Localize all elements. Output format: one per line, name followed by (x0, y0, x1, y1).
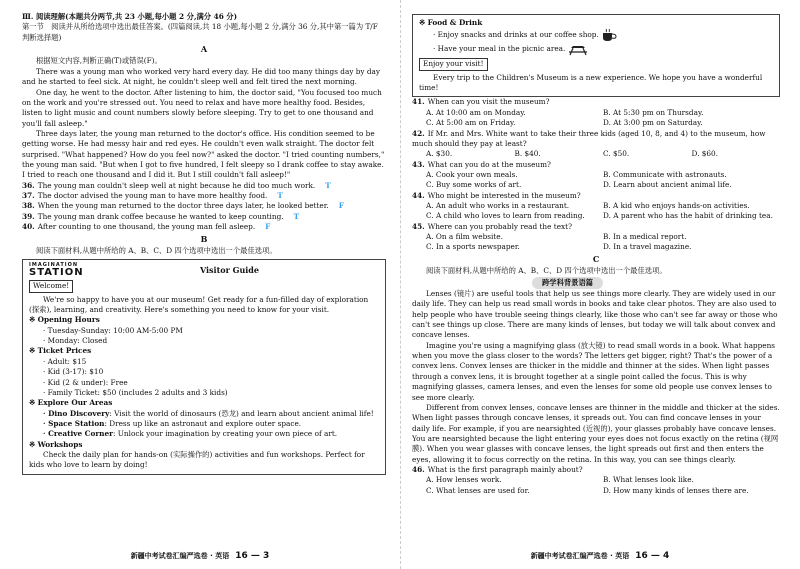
passage-c-instruction: 阅读下面材料,从题中所给的 A、B、C、D 四个选项中选出一个最佳选项。 (426, 266, 667, 276)
page-number: 16 — 3 (235, 551, 270, 562)
tf-question: 37. The doctor advised the young man to have more healthy food. T (22, 191, 283, 201)
option: B. Communicate with astronauts. (603, 169, 727, 179)
passage-a-paragraph: There was a young man who worked very hard every day. He did too many things day by day and he started to feel sick. At night, he couldn't sleep well and felt tired the next morning. (22, 66, 381, 87)
option: A. How lenses work. (426, 475, 502, 485)
closing-text: Every trip to the Children's Museum is a new experience. We hope you have a wonderful time! (419, 72, 763, 93)
question-42: 42. If Mr. and Mrs. White want to take their three kids (aged 10, 8, and 4) to the museum, how much should they pay at least? A. $30. B. $40. C. $50. D. $60. (412, 129, 780, 160)
tf-answer: T (293, 211, 300, 221)
page-number: 16 — 4 (635, 551, 670, 562)
question-41: 41. When can you visit the museum? A. At 10:00 am on Monday. B. At 5:30 pm on Thursday. C. At 5:00 am on Friday. D. At 3:00 pm on Saturday. (412, 97, 780, 128)
passage-c-label: C (592, 253, 600, 264)
museum-logo: IMAGINATION STATION (29, 262, 84, 279)
passage-a-instruction: 根据短文内容,判断正确(T)或错误(F)。 (36, 56, 162, 66)
question-43: 43. What can you do at the museum? A. Cook your own meals. B. Communicate with astronauts. C. Buy some works of art. D. Learn about ancient animal life. (412, 160, 780, 191)
option: A. On a film website. (426, 232, 503, 242)
tf-question: 39. The young man drank coffee because he wanted to keep counting. T (22, 211, 300, 221)
tf-answer: T (325, 180, 331, 190)
option: C. Buy some works of art. (426, 180, 522, 190)
tf-answer: F (338, 201, 344, 211)
question-45: 45. Where can you probably read the text? A. On a film website. B. In a medical report. C. In a sports newspaper. D. In a travel magazine. (412, 222, 780, 253)
food-drink-title: ※ Food & Drink (419, 18, 483, 27)
option: D. Learn about ancient animal life. (603, 180, 732, 190)
passage-c-paragraph: Lenses (镜片) are useful tools that help us see things more clearly. They are widely used in our daily life. They can help us read small words in books and take clear photos. They are also used to help people who have trouble seeing things clearly, like those who can't see far away or those who can't see things up close. There are many kinds of lenses, but today we will talk about convex and concave lenses. (412, 288, 778, 340)
option: D. At 3:00 pm on Saturday. (603, 118, 703, 128)
price-item: · Kid (2 & under): Free (43, 377, 128, 387)
tf-question-list (22, 181, 386, 233)
coffee-cup-icon (601, 28, 617, 42)
passage-a-label: A (200, 44, 208, 55)
tf-answer: F (265, 222, 271, 232)
picnic-table-icon (568, 42, 588, 56)
guide-intro: We're so happy to have you at our museum! Get ready for a fun-filled day of exploration (探索), learning, and creativity. Here's something you need to know for your visit. (29, 294, 369, 314)
passage-a-paragraph: One day, he went to the doctor. After listening to him, the doctor said, "You focused too much on the work and you're stressed out. You need to relax and have more healthy food. Besides, listen to light music and count numbers slowly before sleeping. Try to get to one thousand and you'll fall asleep." (22, 87, 382, 128)
passage-c-paragraph: Different from convex lenses, concave lenses are thinner in the middle and thicker at the sides. When light passes through concave lenses, it spreads out. You can find concave lenses in your daily life. For example, if you are nearsighted (近视的), your glasses probably have concave lenses. You are nearsighted because the light entering your eyes does not focus exactly on the retina (视网膜). When you wear glasses with concave lenses, the light spreads out first and then enters the eyes, allowing it to focus correctly on the retina. In this way, you can see things clearly. (412, 402, 780, 464)
option: A. At 10:00 am on Monday. (426, 107, 526, 117)
option: C. In a sports newspaper. (426, 242, 520, 252)
passage-b-instruction: 阅读下面材料,从题中所给的 A、B、C、D 四个选项中选出一个最佳选项。 (36, 245, 277, 255)
passage-b-label: B (200, 233, 208, 244)
area-item: · Creative Corner: Unlock your imagination by creating your own piece of art. (43, 429, 338, 439)
hours-item: · Monday: Closed (43, 336, 108, 346)
question-44: 44. Who might be interested in the museum? A. An adult who works in a restaurant. B. A kid who enjoys hands-on activities. C. A child who loves to learn from reading. D. A parent who has the habit of drinking tea. (412, 191, 780, 222)
food-item: · Enjoy snacks and drinks at our coffee shop. (419, 28, 773, 42)
tf-question: 40. After counting to one thousand, the young man fell asleep. F (22, 222, 271, 232)
area-item: · Space Station: Dress up like an astronaut and explore outer space. (43, 418, 302, 428)
option: B. $40. (514, 149, 541, 159)
question-46: 46. What is the first paragraph mainly about? A. How lenses work. B. What lenses look like. C. What lenses are used for. D. How many kinds of lenses there are. (412, 465, 780, 496)
section-title: Ⅲ. 阅读理解(本题共分两节,共 23 小题,每小题 2 分,满分 46 分) (22, 12, 238, 21)
price-item: · Family Ticket: $50 (includes 2 adults and 3 kids) (43, 387, 228, 397)
food-item: · Have your meal in the picnic area. (419, 42, 773, 56)
option: C. $50. (603, 149, 630, 159)
footer-right: 新疆中考试卷汇编严选卷 · 英语 16 — 4 (530, 551, 670, 562)
option: B. In a medical report. (603, 232, 687, 242)
guide-header (29, 263, 379, 278)
passage-a-paragraph: Three days later, the young man returned to the doctor's office. His condition seemed to be getting worse. He had messy hair and red eyes. He couldn't even walk straight. The doctor felt surprised. "What happened? How do you feel now?" asked the doctor. "I tried counting numbers," the young man said. "But when I got to five hundred, I felt sleepy so I drank coffee to stay awake. I tried to reach one thousand and I did it. But I still couldn't fall asleep!" (22, 128, 385, 180)
interdisciplinary-banner: 跨学科背景语篇 (532, 277, 603, 289)
price-item: · Adult: $15 (43, 356, 87, 366)
passage-c-paragraph: Imagine you're using a magnifying glass (放大镜) to read small words in a book. What happens when you move the glass closer to the words? The letters get bigger, right? That's the power of a convex lens. Convex lenses are thicker in the middle and thinner at the sides. When light passes through a convex lens, it is brought together at a single point called the focus. This is why magnifying glasses, camera lenses, and even the lenses for some old people use convex lenses to see more clearly. (412, 340, 776, 402)
guide-continued (412, 14, 780, 97)
workshops-text: Check the daily plan for hands-on (实际操作的) activities and fun workshops. Perfect for kids who love to learn by doing! (29, 450, 365, 470)
option: A. An adult who works in a restaurant. (426, 201, 570, 211)
visitor-guide (22, 259, 386, 474)
footer-left: 新疆中考试卷汇编严选卷 · 英语 16 — 3 (130, 551, 270, 562)
option: C. At 5:00 am on Friday. (426, 118, 516, 128)
option: D. $60. (691, 149, 718, 159)
part1-instruction: 第一节 阅读并从所给选项中选出最佳答案。(四篇阅读,共 18 小题,每小题 2 分,满分 36 分,其中第一篇为 T/F 判断选择题) (22, 22, 378, 42)
tf-question: 38. When the young man returned to the doctor three days later, he looked better. F (22, 201, 344, 211)
option: A. Cook your own meals. (426, 169, 518, 179)
option: C. A child who loves to learn from reading. (426, 211, 585, 221)
option: D. In a travel magazine. (603, 242, 692, 252)
tf-question: 36. The young man couldn't sleep well at night because he did too much work. T (22, 180, 331, 190)
option: A. $30. (426, 149, 453, 159)
option: D. How many kinds of lenses there are. (603, 485, 749, 495)
option: B. What lenses look like. (603, 475, 694, 485)
welcome-badge: Welcome! (29, 280, 73, 292)
opening-hours-title: ※ Opening Hours (29, 315, 100, 325)
option: B. At 5:30 pm on Thursday. (603, 107, 704, 117)
ticket-prices-title: ※ Ticket Prices (29, 346, 92, 356)
guide-title: Visitor Guide (199, 265, 259, 276)
right-page (400, 0, 800, 569)
price-item: · Kid (3-17): $10 (43, 367, 104, 377)
area-item: · Dino Discovery: Visit the world of dinosaurs (恐龙) and learn about ancient animal life! (43, 408, 374, 418)
option: C. What lenses are used for. (426, 485, 530, 495)
option: D. A parent who has the habit of drinking tea. (603, 211, 773, 221)
workshops-title: ※ Workshops (29, 439, 83, 449)
hours-item: · Tuesday-Sunday: 10:00 AM-5:00 PM (43, 325, 183, 335)
explore-areas-title: ※ Explore Our Areas (29, 398, 113, 408)
option: B. A kid who enjoys hands-on activities. (603, 201, 750, 211)
tf-answer: T (277, 191, 283, 201)
enjoy-badge: Enjoy your visit! (419, 58, 488, 70)
